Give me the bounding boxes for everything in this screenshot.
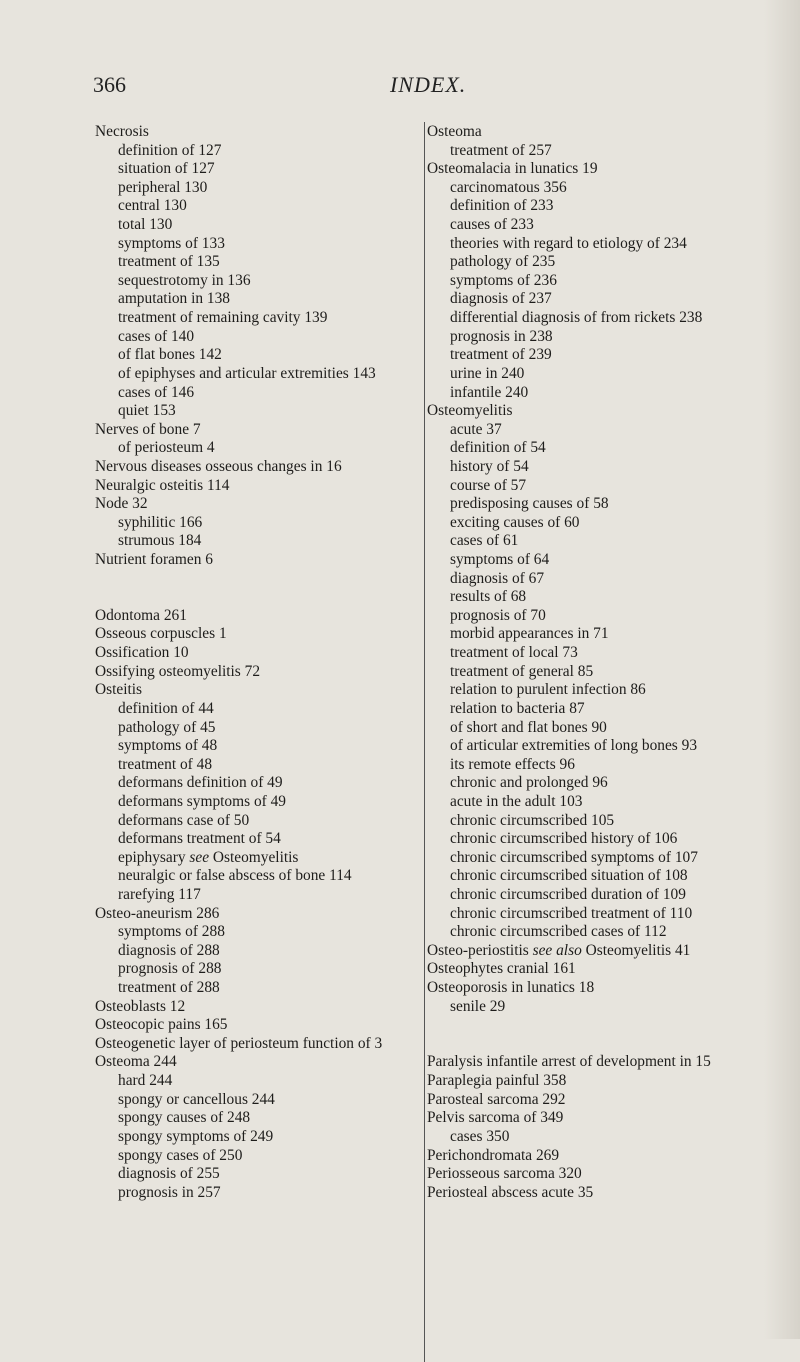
index-subentry: [427, 346, 800, 365]
entry-text: Pelvis sarcoma of 349: [427, 1109, 564, 1127]
index-subentry: [427, 384, 800, 403]
entry-text: diagnosis of 67: [450, 569, 545, 587]
index-subentry: [427, 365, 800, 384]
index-subentry: [95, 532, 425, 551]
entry-text: chronic circumscribed situation of 108: [450, 867, 688, 885]
entry-text: rarefying 117: [118, 885, 201, 903]
index-entry: [95, 1035, 425, 1054]
index-subentry: [427, 328, 800, 347]
index-subentry: [427, 514, 800, 533]
index-entry: [95, 681, 425, 700]
entry-text: causes of 233: [450, 216, 534, 234]
index-subentry: [95, 849, 425, 868]
entry-text: pathology of 45: [118, 718, 216, 736]
index-subentry: [95, 960, 425, 979]
index-subentry: [427, 216, 800, 235]
entry-text: Nerves of bone 7: [95, 420, 201, 438]
entry-text: of epiphyses and articular extremities 143: [118, 364, 376, 382]
entry-text: Paralysis infantile arrest of development in 15: [427, 1053, 711, 1071]
index-subentry: [427, 663, 800, 682]
entry-text: chronic circumscribed 105: [450, 811, 615, 829]
index-subentry: [427, 477, 800, 496]
column-divider: [424, 122, 425, 1362]
index-subentry: [427, 700, 800, 719]
index-subentry: [95, 142, 425, 161]
index-subentry: [95, 365, 425, 384]
index-subentry: [427, 867, 800, 886]
entry-text: chronic and prolonged 96: [450, 774, 608, 792]
entry-text: Periosteal abscess acute 35: [427, 1183, 594, 1201]
index-subentry: [95, 923, 425, 942]
entry-text: Paraplegia painful 358: [427, 1072, 567, 1090]
entry-text: spongy causes of 248: [118, 1109, 251, 1127]
entry-text: diagnosis of 237: [450, 290, 552, 308]
index-subentry: [427, 849, 800, 868]
entry-text: cases 350: [450, 1127, 510, 1145]
entry-text: situation of 127: [118, 160, 215, 178]
index-subentry: [95, 979, 425, 998]
entry-text: syphilitic 166: [118, 513, 203, 531]
entry-text: diagnosis of 255: [118, 1165, 220, 1183]
entry-text: Osteoma: [427, 123, 482, 140]
entry-text: treatment of 239: [450, 346, 552, 364]
index-subentry: [427, 272, 800, 291]
entry-text: carcinomatous 356: [450, 178, 567, 196]
entry-text: symptoms of 48: [118, 737, 218, 755]
index-subentry: [427, 588, 800, 607]
entry-text: definition of 44: [118, 699, 214, 717]
entry-text: Perichondromata 269: [427, 1146, 560, 1164]
entry-text: chronic circumscribed symptoms of 107: [450, 848, 698, 866]
index-entry: [427, 123, 800, 142]
entry-text: sequestrotomy in 136: [118, 271, 251, 289]
entry-text: Osteomyelitis: [427, 402, 513, 420]
entry-text: results of 68: [450, 588, 527, 606]
index-entry: [427, 979, 800, 998]
entry-text: chronic circumscribed history of 106: [450, 830, 678, 848]
entry-text: its remote effects 96: [450, 755, 575, 773]
entry-text: treatment of 48: [118, 755, 213, 773]
entry-text: relation to purulent infection 86: [450, 681, 646, 699]
index-subentry: [95, 309, 425, 328]
index-subentry: [95, 272, 425, 291]
running-title: INDEX.: [390, 72, 467, 97]
entry-text: Neuralgic osteitis 114: [95, 476, 230, 494]
entry-text: morbid appearances in 71: [450, 625, 609, 643]
entry-text: Osteoma 244: [95, 1053, 177, 1071]
entry-text: treatment of 135: [118, 253, 220, 271]
index-subentry: [427, 719, 800, 738]
entry-text: definition of 54: [450, 439, 546, 457]
see-target: Osteomyelitis 41: [581, 941, 691, 959]
entry-text: cases of 140: [118, 327, 195, 345]
entry-text: neuralgic or false abscess of bone 114: [118, 867, 352, 885]
index-subentry: [95, 384, 425, 403]
index-subentry: [95, 514, 425, 533]
entry-text: Parosteal sarcoma 292: [427, 1090, 566, 1108]
index-subentry: [95, 756, 425, 775]
index-subentry: [427, 495, 800, 514]
index-entry: [95, 421, 425, 440]
index-subentry: [95, 1109, 425, 1128]
entry-text: deformans treatment of 54: [118, 830, 281, 848]
entry-text: deformans symptoms of 49: [118, 792, 286, 810]
index-subentry: [427, 235, 800, 254]
index-subentry: [95, 1091, 425, 1110]
entry-text: Osteitis: [95, 681, 143, 699]
entry-text: symptoms of 64: [450, 551, 550, 569]
index-subentry: [427, 197, 800, 216]
index-subentry: [427, 886, 800, 905]
index-subentry: [95, 719, 425, 738]
entry-text: prognosis of 70: [450, 606, 546, 624]
index-subentry: [427, 570, 800, 589]
entry-text: exciting causes of 60: [450, 513, 580, 531]
entry-text: Osteophytes cranial 161: [427, 960, 576, 978]
entry-text: treatment of general 85: [450, 662, 594, 680]
section-gap: [95, 570, 425, 589]
entry-text: Osteo-periostitis: [427, 941, 529, 959]
entry-text: course of 57: [450, 476, 527, 494]
entry-text: of periosteum 4: [118, 439, 215, 457]
index-subentry: [427, 756, 800, 775]
entry-text: prognosis in 238: [450, 327, 553, 345]
index-subentry: [95, 290, 425, 309]
entry-text: amputation in 138: [118, 290, 230, 308]
entry-text: Ossifying osteomyelitis 72: [95, 662, 261, 680]
index-column-left: [95, 123, 425, 1202]
index-entry: [427, 1053, 800, 1072]
index-subentry: [427, 253, 800, 272]
index-subentry: [427, 830, 800, 849]
index-subentry: [427, 309, 800, 328]
section-gap: [427, 1016, 800, 1035]
entry-text: differential diagnosis of from rickets 238: [450, 309, 703, 327]
index-subentry: [95, 179, 425, 198]
index-entry: [95, 644, 425, 663]
index-subentry: [427, 421, 800, 440]
index-subentry: [427, 905, 800, 924]
entry-text: Osteoporosis in lunatics 18: [427, 979, 595, 997]
entry-text: prognosis of 288: [118, 960, 222, 978]
index-subentry: [427, 532, 800, 551]
index-subentry: [427, 681, 800, 700]
entry-text: spongy or cancellous 244: [118, 1090, 275, 1108]
index-entry: [95, 495, 425, 514]
index-subentry: [95, 235, 425, 254]
index-subentry: [95, 253, 425, 272]
index-subentry: [95, 867, 425, 886]
entry-text: epiphysary: [118, 848, 186, 866]
entry-text: prognosis in 257: [118, 1183, 221, 1201]
index-entry: [95, 1053, 425, 1072]
index-entry: [427, 1091, 800, 1110]
index-subentry: [427, 737, 800, 756]
entry-text: predisposing causes of 58: [450, 495, 609, 513]
index-subentry: [95, 160, 425, 179]
entry-text: Osteoblasts 12: [95, 997, 186, 1015]
index-subentry: [427, 774, 800, 793]
index-entry: [95, 625, 425, 644]
entry-text: relation to bacteria 87: [450, 699, 585, 717]
page-number: 366: [93, 72, 126, 97]
index-subentry: [95, 328, 425, 347]
entry-text: of articular extremities of long bones 93: [450, 737, 698, 755]
entry-text: symptoms of 288: [118, 923, 225, 941]
entry-text: treatment of 257: [450, 141, 552, 159]
index-subentry: [427, 439, 800, 458]
index-subentry: [95, 774, 425, 793]
index-subentry: [95, 197, 425, 216]
entry-text: treatment of local 73: [450, 644, 578, 662]
index-entry: [95, 123, 425, 142]
page-header: [0, 70, 800, 100]
entry-text: Osteo-aneurism 286: [95, 904, 220, 922]
entry-text: theories with regard to etiology of 234: [450, 234, 687, 252]
index-subentry: [95, 402, 425, 421]
entry-text: Osseous corpuscles 1: [95, 625, 227, 643]
index-subentry: [427, 607, 800, 626]
entry-text: symptoms of 133: [118, 234, 225, 252]
entry-text: Node 32: [95, 495, 148, 513]
index-entry: [427, 942, 800, 961]
entry-text: acute 37: [450, 420, 502, 438]
entry-text: chronic circumscribed cases of 112: [450, 923, 667, 941]
index-subentry: [95, 812, 425, 831]
index-subentry: [95, 1165, 425, 1184]
index-entry: [427, 1109, 800, 1128]
index-entry: [427, 1147, 800, 1166]
index-subentry: [427, 1128, 800, 1147]
entry-text: Nervous diseases osseous changes in 16: [95, 457, 342, 475]
index-column-right: [427, 123, 800, 1202]
entry-text: senile 29: [450, 997, 506, 1015]
index-subentry: [95, 737, 425, 756]
entry-text: cases of 146: [118, 383, 195, 401]
entry-text: infantile 240: [450, 383, 529, 401]
index-entry: [95, 998, 425, 1017]
index-entry: [95, 458, 425, 477]
entry-text: of flat bones 142: [118, 346, 222, 364]
see-target: Osteomyelitis: [209, 848, 299, 866]
entry-text: Osteomalacia in lunatics 19: [427, 160, 598, 178]
index-subentry: [427, 923, 800, 942]
index-subentry: [427, 142, 800, 161]
index-entry: [427, 1072, 800, 1091]
entry-text: central 130: [118, 197, 187, 215]
entry-text: Odontoma 261: [95, 606, 187, 624]
index-subentry: [95, 942, 425, 961]
index-subentry: [427, 458, 800, 477]
index-entry: [95, 905, 425, 924]
index-subentry: [427, 793, 800, 812]
index-entry: [95, 1016, 425, 1035]
index-entry: [427, 402, 800, 421]
index-entry: [427, 1165, 800, 1184]
index-subentry: [427, 998, 800, 1017]
entry-text: diagnosis of 288: [118, 941, 220, 959]
index-subentry: [427, 644, 800, 663]
entry-text: deformans definition of 49: [118, 774, 283, 792]
entry-text: chronic circumscribed duration of 109: [450, 885, 686, 903]
entry-text: Osteogenetic layer of periosteum function of 3: [95, 1034, 383, 1052]
index-subentry: [95, 1184, 425, 1203]
entry-text: total 130: [118, 216, 173, 234]
entry-text: Osteocopic pains 165: [95, 1016, 228, 1034]
index-subentry: [95, 346, 425, 365]
index-subentry: [95, 700, 425, 719]
entry-text: treatment of remaining cavity 139: [118, 309, 328, 327]
index-entry: [95, 663, 425, 682]
see-reference: see also: [532, 941, 582, 959]
entry-text: definition of 233: [450, 197, 554, 215]
index-entry: [427, 960, 800, 979]
section-gap: [427, 1035, 800, 1054]
index-entry: [95, 607, 425, 626]
index-subentry: [95, 439, 425, 458]
entry-text: hard 244: [118, 1072, 173, 1090]
index-subentry: [95, 886, 425, 905]
index-subentry: [95, 793, 425, 812]
section-gap: [95, 588, 425, 607]
entry-text: history of 54: [450, 457, 529, 475]
entry-text: Necrosis: [95, 123, 149, 140]
index-subentry: [427, 551, 800, 570]
index-subentry: [427, 290, 800, 309]
index-subentry: [427, 179, 800, 198]
entry-text: symptoms of 236: [450, 271, 557, 289]
index-entry: [95, 551, 425, 570]
index-subentry: [95, 216, 425, 235]
entry-text: Nutrient foramen 6: [95, 551, 213, 569]
entry-text: spongy cases of 250: [118, 1146, 243, 1164]
entry-text: pathology of 235: [450, 253, 556, 271]
index-subentry: [95, 830, 425, 849]
index-subentry: [427, 625, 800, 644]
entry-text: chronic circumscribed treatment of 110: [450, 904, 693, 922]
entry-text: cases of 61: [450, 532, 519, 550]
index-entry: [95, 477, 425, 496]
index-subentry: [95, 1147, 425, 1166]
index-subentry: [427, 812, 800, 831]
entry-text: Ossification 10: [95, 644, 189, 662]
entry-text: treatment of 288: [118, 979, 220, 997]
index-entry: [427, 1184, 800, 1203]
entry-text: definition of 127: [118, 141, 222, 159]
entry-text: deformans case of 50: [118, 811, 250, 829]
entry-text: strumous 184: [118, 532, 202, 550]
index-entry: [427, 160, 800, 179]
entry-text: urine in 240: [450, 364, 525, 382]
index-subentry: [95, 1128, 425, 1147]
entry-text: Periosseous sarcoma 320: [427, 1165, 582, 1183]
entry-text: acute in the adult 103: [450, 792, 583, 810]
entry-text: peripheral 130: [118, 178, 208, 196]
see-reference: see: [189, 848, 210, 866]
entry-text: quiet 153: [118, 402, 176, 420]
index-subentry: [95, 1072, 425, 1091]
entry-text: of short and flat bones 90: [450, 718, 607, 736]
entry-text: spongy symptoms of 249: [118, 1127, 274, 1145]
